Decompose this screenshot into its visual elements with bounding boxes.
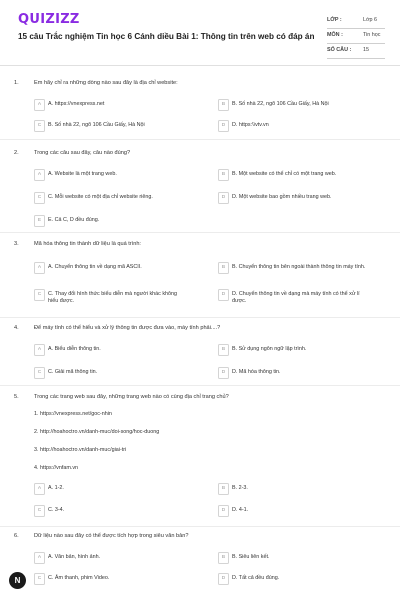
option-letter: C <box>34 573 45 585</box>
meta-key: MÔN : <box>327 32 343 38</box>
question-text: Em hãy chỉ ra những dòng nào sau đây là địa chỉ website: <box>34 80 178 86</box>
question-number: 1. <box>14 80 19 86</box>
option-letter: A <box>34 344 45 356</box>
question-number: 5. <box>14 394 19 400</box>
option-text: B. Số nhà 22, ngõ 106 Cầu Giấy, Hà Nội <box>232 101 329 107</box>
option-letter: A <box>34 483 45 495</box>
option-text: C. 3-4. <box>48 507 65 513</box>
option-letter: D <box>218 120 229 132</box>
option-text: A. Chuyển thông tin về dạng mã ASCII. <box>48 264 142 270</box>
question-number: 3. <box>14 241 19 247</box>
question-line: 1. https://vnexpress.net/goc-nhin <box>34 411 112 417</box>
option-text: A. 1-2. <box>48 485 64 491</box>
question-divider <box>0 317 400 318</box>
option-text: B. Số nhà 22, ngõ 106 Cầu Giấy, Hà Nội <box>48 122 145 128</box>
question-text: Dữ liệu nào sau đây có thể được tích hợp trong siêu văn bản? <box>34 533 189 539</box>
question-text: Mã hóa thông tin thành dữ liệu là quá trình: <box>34 241 141 247</box>
option-text: B. Chuyển thông tin bên ngoài thành thông tin máy tính. <box>232 264 366 270</box>
question-line: 2. http://hoahoctro.vn/danh-muc/doi-song/hoc-duong <box>34 429 160 435</box>
option-letter: C <box>34 367 45 379</box>
option-text: D. 4-1. <box>232 507 249 513</box>
page-title: 15 câu Trắc nghiệm Tin học 6 Cánh diều Bài 1: Thông tin trên web có đáp án <box>18 32 315 41</box>
meta-row-count <box>327 44 385 59</box>
option-letter: B <box>218 344 229 356</box>
notion-badge-icon[interactable]: N <box>9 572 26 589</box>
option-text: C. Thay đổi hình thức biểu diễn mà người khác không hiểu được. <box>48 291 178 305</box>
header-divider <box>0 65 400 66</box>
option-text: D. Mã hóa thông tin. <box>232 369 281 375</box>
option-letter: A <box>34 262 45 274</box>
option-text: A. Văn bản, hình ảnh. <box>48 554 101 560</box>
option-text: B. Một website có thể chỉ có một trang web. <box>232 171 337 177</box>
option-text: A. Website là một trang web. <box>48 171 117 177</box>
option-letter: B <box>218 169 229 181</box>
meta-value: Tin học <box>363 32 381 38</box>
option-text: B. 2-3. <box>232 485 248 491</box>
option-text: A. Biểu diễn thông tin. <box>48 346 101 352</box>
option-text: C. Mỗi website có một địa chỉ website riêng. <box>48 194 153 200</box>
option-letter: C <box>34 120 45 132</box>
question-divider <box>0 232 400 233</box>
option-letter: C <box>34 505 45 517</box>
option-letter: C <box>34 289 45 301</box>
option-letter: D <box>218 367 229 379</box>
question-text: Để máy tính có thể hiểu và xử lý thông tin được đưa vào, máy tính phải....? <box>34 325 221 331</box>
option-letter: B <box>218 262 229 274</box>
option-text: B. Siêu liên kết. <box>232 554 270 560</box>
question-line: 3. http://hoahoctro.vn/danh-muc/giai-tri <box>34 447 127 453</box>
question-number: 4. <box>14 325 19 331</box>
option-letter: C <box>34 192 45 204</box>
option-text: D. Tất cả đều đúng. <box>232 575 280 581</box>
option-text: E. Cả C, D đều đúng. <box>48 217 100 223</box>
option-text: D. Chuyển thông tin về dạng mà máy tính có thể xử lí được. <box>232 291 360 305</box>
meta-row-subject <box>327 29 385 44</box>
meta-key: SỐ CÂU : <box>327 47 352 53</box>
meta-key: LỚP : <box>327 17 342 23</box>
meta-value: Lớp 6 <box>363 17 378 23</box>
meta-row-class <box>327 14 385 29</box>
option-text: B. Sử dụng ngôn ngữ lập trình. <box>232 346 307 352</box>
question-line: 4. https://vnfam.vn <box>34 465 79 471</box>
option-letter: D <box>218 573 229 585</box>
option-text: C. Âm thanh, phim Video. <box>48 575 110 581</box>
meta-value: 15 <box>363 47 369 53</box>
option-text: A. https://vnexpress.net <box>48 101 105 107</box>
question-text: Trong các trang web sau đây, những trang web nào có cùng địa chỉ trang chủ? <box>34 394 229 400</box>
quizizz-logo: QUIZIZZ <box>18 12 80 27</box>
question-divider <box>0 526 400 527</box>
question-divider <box>0 139 400 140</box>
option-letter: D <box>218 289 229 301</box>
question-number: 2. <box>14 150 19 156</box>
question-number: 6. <box>14 533 19 539</box>
option-letter: D <box>218 192 229 204</box>
option-letter: A <box>34 99 45 111</box>
question-text: Trong các câu sau đây, câu nào đúng? <box>34 150 131 156</box>
option-letter: A <box>34 552 45 564</box>
option-letter: E <box>34 215 45 227</box>
option-text: D. Một website bao gồm nhiều trang web. <box>232 194 332 200</box>
option-letter: B <box>218 99 229 111</box>
option-letter: B <box>218 483 229 495</box>
option-text: D. https:\\vtv.vn <box>232 122 269 128</box>
option-text: C. Giải mã thông tin. <box>48 369 98 375</box>
option-letter: D <box>218 505 229 517</box>
question-divider <box>0 385 400 386</box>
option-letter: A <box>34 169 45 181</box>
option-letter: B <box>218 552 229 564</box>
